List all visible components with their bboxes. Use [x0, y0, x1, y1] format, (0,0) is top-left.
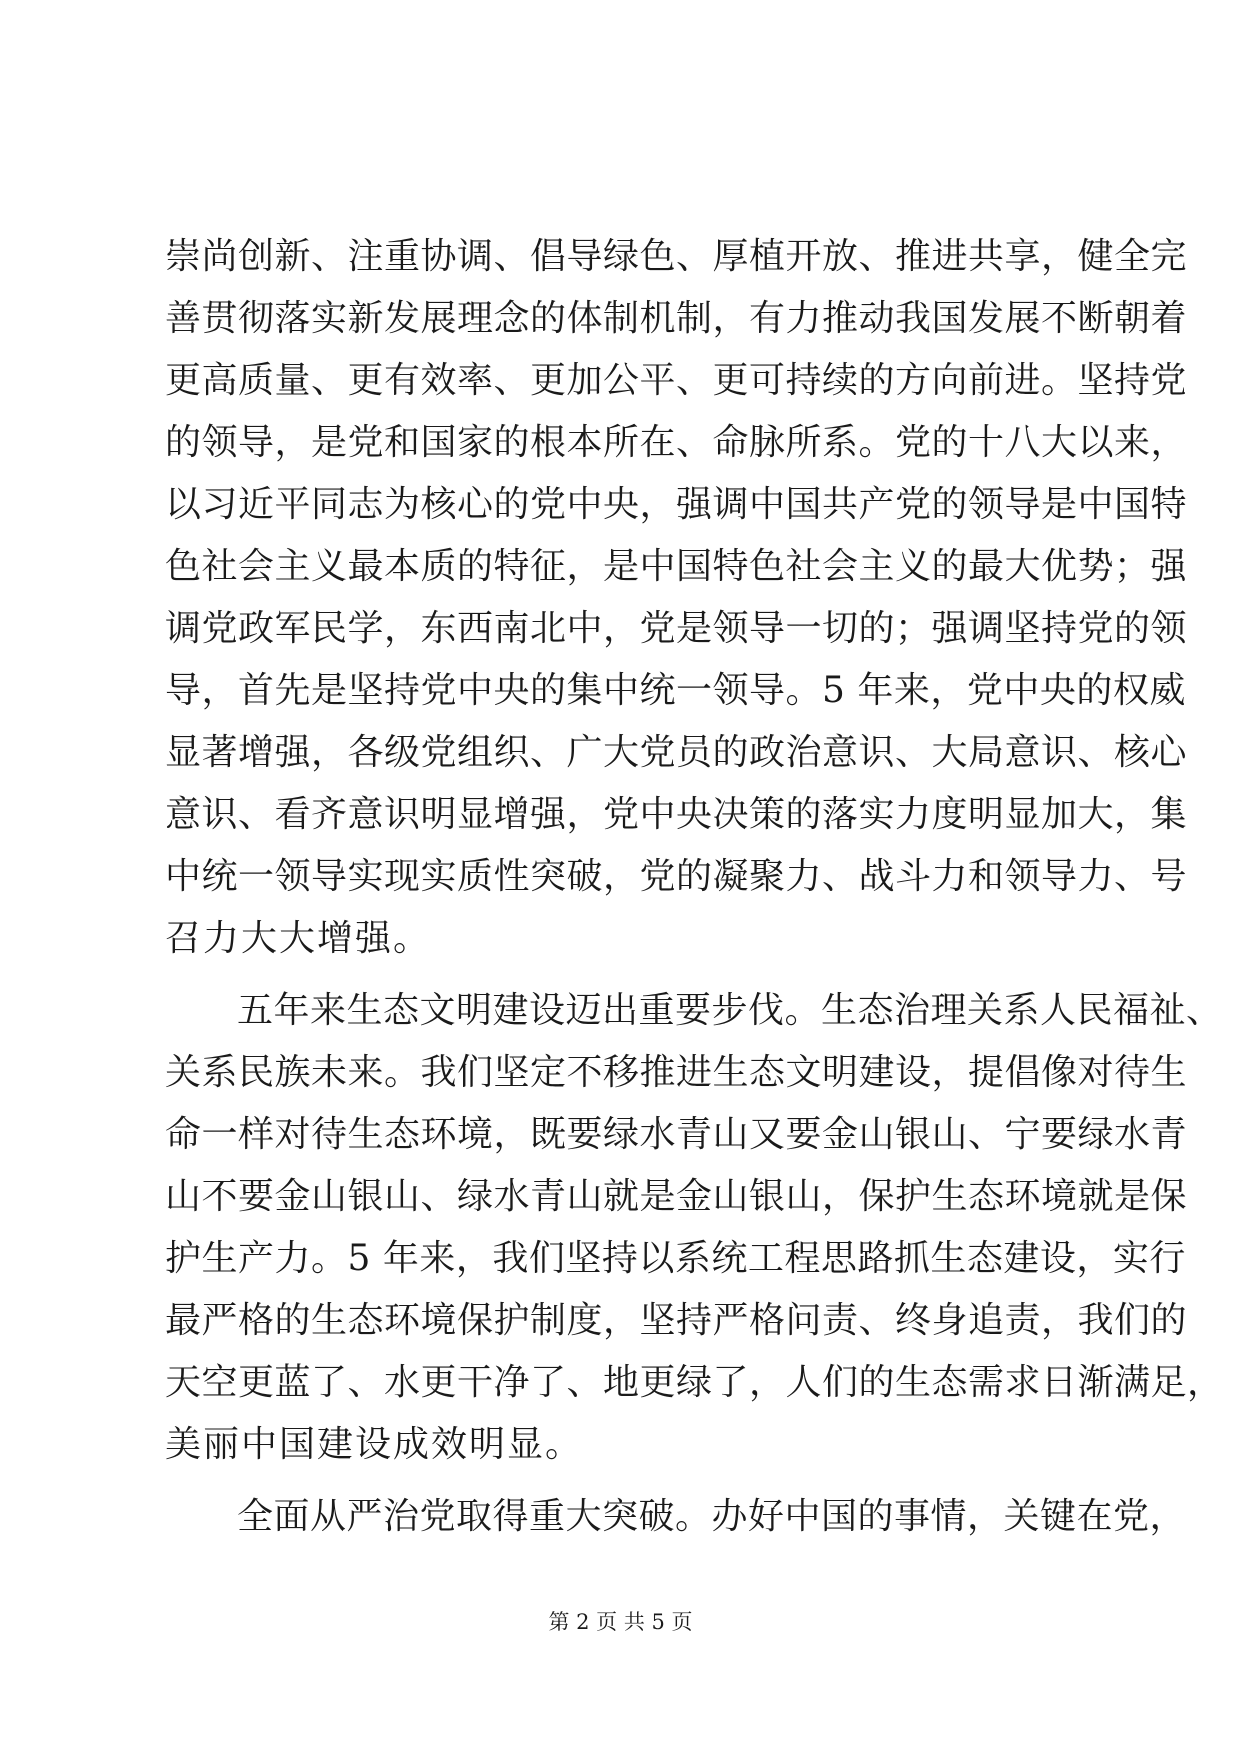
text-line: 的领导，是党和国家的根本所在、命脉所系。党的十八大以来， — [165, 422, 1188, 463]
text-line: 以习近平同志为核心的党中央，强调中国共产党的领导是中国特 — [165, 484, 1188, 525]
text-line: 调党政军民学，东西南北中，党是领导一切的；强调坚持党的领 — [165, 608, 1188, 649]
text-line: 召力大大增强。 — [165, 918, 432, 959]
text-line: 命一样对待生态环境，既要绿水青山又要金山银山、宁要绿水青 — [165, 1114, 1188, 1155]
text-line: 导，首先是坚持党中央的集中统一领导。5 年来，党中央的权威 — [165, 670, 1186, 711]
paragraph-start-line: 全面从严治党取得重大突破。办好中国的事情，关键在党， — [237, 1496, 1187, 1537]
text-line: 护生产力。5 年来，我们坚持以系统工程思路抓生态建设，实行 — [165, 1238, 1186, 1279]
text-line: 美丽中国建设成效明显。 — [165, 1424, 584, 1465]
text-line: 更高质量、更有效率、更加公平、更可持续的方向前进。坚持党 — [165, 360, 1188, 401]
text-line: 中统一领导实现实质性突破，党的凝聚力、战斗力和领导力、号 — [165, 856, 1188, 897]
text-line: 崇尚创新、注重协调、倡导绿色、厚植开放、推进共享，健全完 — [165, 236, 1188, 277]
text-line: 天空更蓝了、水更干净了、地更绿了，人们的生态需求日渐满足， — [165, 1362, 1224, 1403]
text-line: 意识、看齐意识明显增强，党中央决策的落实力度明显加大，集 — [165, 794, 1188, 835]
text-line: 关系民族未来。我们坚定不移推进生态文明建设，提倡像对待生 — [165, 1052, 1188, 1093]
paragraph-start-line: 五年来生态文明建设迈出重要步伐。生态治理关系人民福祉、 — [237, 990, 1223, 1031]
text-line: 色社会主义最本质的特征，是中国特色社会主义的最大优势；强 — [165, 546, 1188, 587]
document-body — [165, 226, 1224, 1548]
text-line: 山不要金山银山、绿水青山就是金山银山，保护生态环境就是保 — [165, 1176, 1188, 1217]
text-line: 善贯彻落实新发展理念的体制机制，有力推动我国发展不断朝着 — [165, 298, 1188, 339]
text-line: 显著增强，各级党组织、广大党员的政治意识、大局意识、核心 — [165, 732, 1188, 773]
page-footer: 第 2 页 共 5 页 — [548, 1610, 693, 1634]
text-line: 最严格的生态环境保护制度，坚持严格问责、终身追责，我们的 — [165, 1300, 1188, 1341]
